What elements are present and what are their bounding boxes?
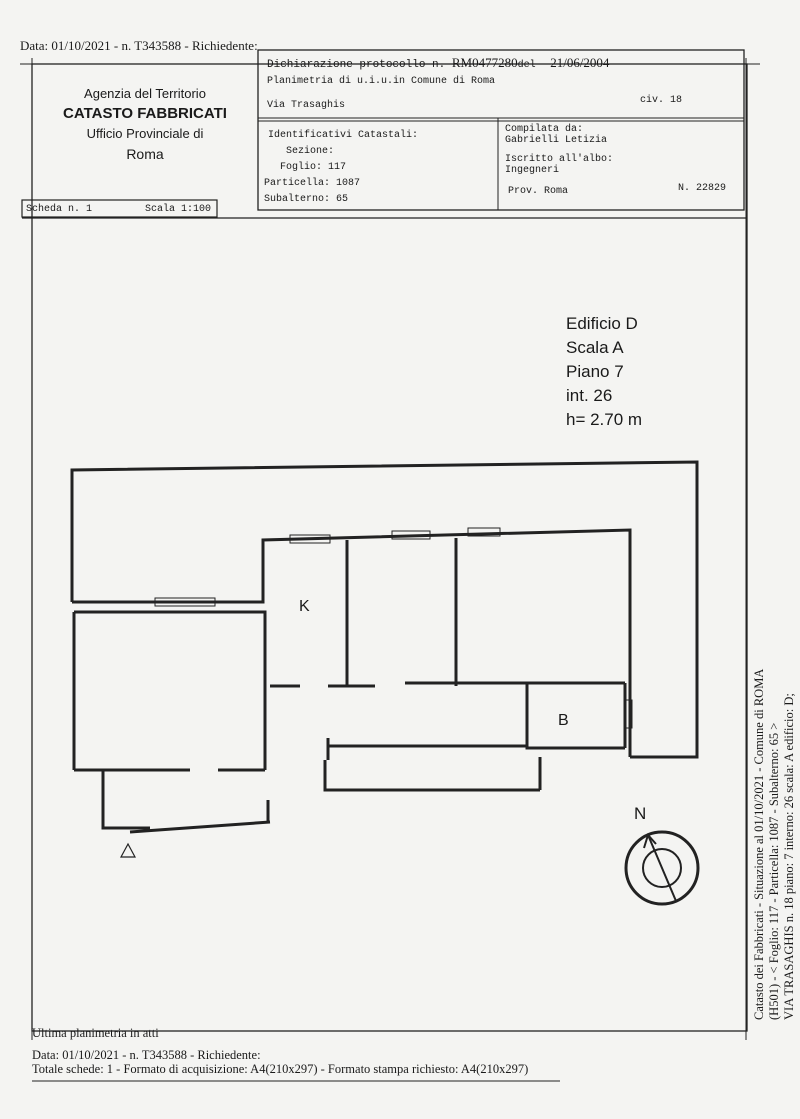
room-label-k: K bbox=[299, 598, 310, 615]
protocol-del: del bbox=[517, 60, 536, 71]
sezione-label: Sezione: bbox=[286, 146, 335, 157]
protocol-number: RM0477280 bbox=[451, 55, 518, 70]
side-info bbox=[752, 660, 797, 1020]
request-info-top: Data: 01/10/2021 - n. T343588 - Richiedente: bbox=[20, 38, 258, 53]
foglio-value: 117 bbox=[328, 162, 347, 173]
outer-frame bbox=[32, 64, 747, 1031]
entrance-marker bbox=[121, 844, 135, 857]
floor-plan bbox=[72, 462, 697, 832]
scala-label: Scala 1:100 bbox=[145, 204, 212, 215]
protocol-date: 21/06/2004 bbox=[550, 55, 610, 70]
civic-number: civ. 18 bbox=[640, 95, 683, 106]
albo-value: Ingegneri bbox=[505, 165, 560, 176]
particella-value: 1087 bbox=[336, 178, 361, 189]
catasto-title: CATASTO FABBRICATI bbox=[63, 105, 227, 122]
iscritto-label: Iscritto all'albo: bbox=[505, 154, 614, 165]
office-label: Ufficio Provinciale di bbox=[86, 126, 204, 141]
compilata-block bbox=[505, 124, 613, 176]
scheda-label: Scheda n. 1 bbox=[26, 204, 93, 215]
ultima-planimetria: Ultima planimetria in atti bbox=[32, 1026, 159, 1040]
subalterno-label: Subalterno: bbox=[264, 194, 331, 205]
windows bbox=[155, 528, 632, 728]
side-info-line1: Catasto dei Fabbricati - Situazione al 01/10/2021 - Comune di ROMA (H501) - < Foglio: 117 - Particella: 1087 - Subalterno: 65 > bbox=[752, 669, 781, 1020]
office-city: Roma bbox=[126, 146, 164, 162]
height-label: h= 2.70 m bbox=[566, 410, 643, 429]
protocol-label: Dichiarazione protocollo n. bbox=[267, 59, 446, 71]
request-info-bottom: Data: 01/10/2021 - n. T343588 - Richiedente: bbox=[32, 1048, 261, 1062]
north-compass bbox=[626, 832, 698, 904]
street-label: Via Trasaghis bbox=[267, 100, 346, 111]
compilata-name: Gabrielli Letizia bbox=[505, 135, 608, 146]
agency-block bbox=[40, 84, 250, 164]
identificativi-block bbox=[264, 128, 419, 208]
subalterno-value: 65 bbox=[336, 194, 349, 205]
identificativi-title: Identificativi Catastali: bbox=[268, 130, 419, 141]
totale-schede: Totale schede: 1 - Formato di acquisizione: A4(210x297) - Formato stampa richiesto: A4(210x297) bbox=[32, 1062, 529, 1076]
albo-number: N. 22829 bbox=[678, 183, 727, 194]
piano-label: Piano 7 bbox=[566, 362, 624, 381]
edificio-label: Edificio D bbox=[566, 314, 638, 333]
compilata-label: Compilata da: bbox=[505, 124, 584, 135]
foglio-label: Foglio: bbox=[280, 162, 323, 173]
room-label-b: B bbox=[558, 712, 569, 729]
scala-building-label: Scala A bbox=[566, 338, 624, 357]
agency-name: Agenzia del Territorio bbox=[84, 86, 206, 101]
particella-label: Particella: bbox=[264, 178, 331, 189]
side-info-line2: VIA TRASAGHIS n. 18 piano: 7 interno: 26 scala: A edificio: D; bbox=[782, 693, 796, 1020]
protocol-line bbox=[267, 55, 609, 71]
edificio-block bbox=[566, 312, 642, 432]
interno-label: int. 26 bbox=[566, 386, 613, 405]
prov-label: Prov. Roma bbox=[508, 186, 569, 197]
north-label: N bbox=[634, 804, 647, 823]
planimetria-label: Planimetria di u.i.u.in Comune di Roma bbox=[267, 76, 496, 87]
